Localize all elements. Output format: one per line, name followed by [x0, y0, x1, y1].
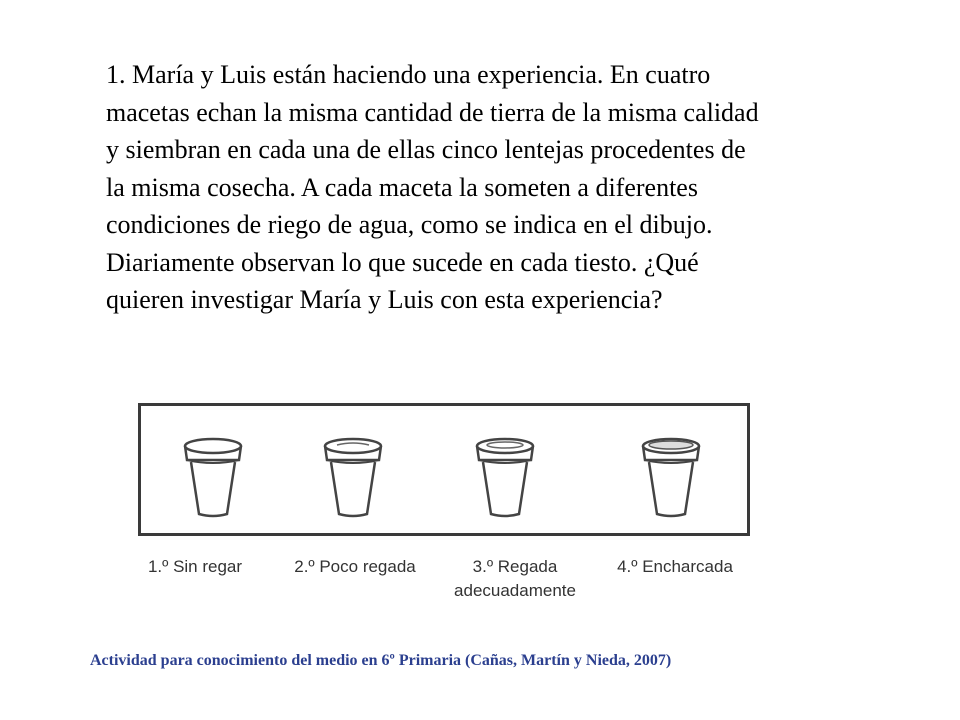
question-line: quieren investigar María y Luis con esta experiencia? [106, 285, 663, 314]
pot-label-2 [275, 555, 435, 579]
source-caption: Actividad para conocimiento del medio en 6º Primaria (Cañas, Martín y Nieda, 2007) [90, 652, 672, 669]
pot-label-1 [130, 555, 260, 579]
question-line: la misma cosecha. A cada maceta la someten a diferentes [106, 172, 698, 202]
flower-pot-icon [631, 432, 711, 522]
question-line: 1. María y Luis están haciendo una experiencia. En cuatro [106, 60, 711, 89]
question-line: Diariamente observan lo que sucede en cada tiesto. ¿Qué [106, 247, 699, 277]
pot-label-line: 3.º Regada [472, 557, 558, 576]
flower-pot-icon [173, 432, 253, 522]
pot-label-line: 1.º Sin regar [147, 557, 243, 576]
pot-label-line: adecuadamente [454, 581, 576, 600]
question-line: macetas echan la misma cantidad de tierra de la misma calidad [106, 97, 759, 127]
question-line: y siembran en cada una de ellas cinco lentejas procedentes de [106, 135, 746, 164]
pot-label-line: 2.º Poco regada [294, 557, 416, 576]
flower-pot-icon [313, 432, 393, 522]
pots-figure [138, 403, 750, 536]
question-text [106, 56, 926, 319]
pot-label-line: 4.º Encharcada [617, 557, 733, 576]
question-line: condiciones de riego de agua, como se indica en el dibujo. [106, 210, 713, 239]
pot-label-3 [440, 555, 590, 603]
flower-pot-icon [465, 432, 545, 522]
pot-label-4 [600, 555, 750, 579]
